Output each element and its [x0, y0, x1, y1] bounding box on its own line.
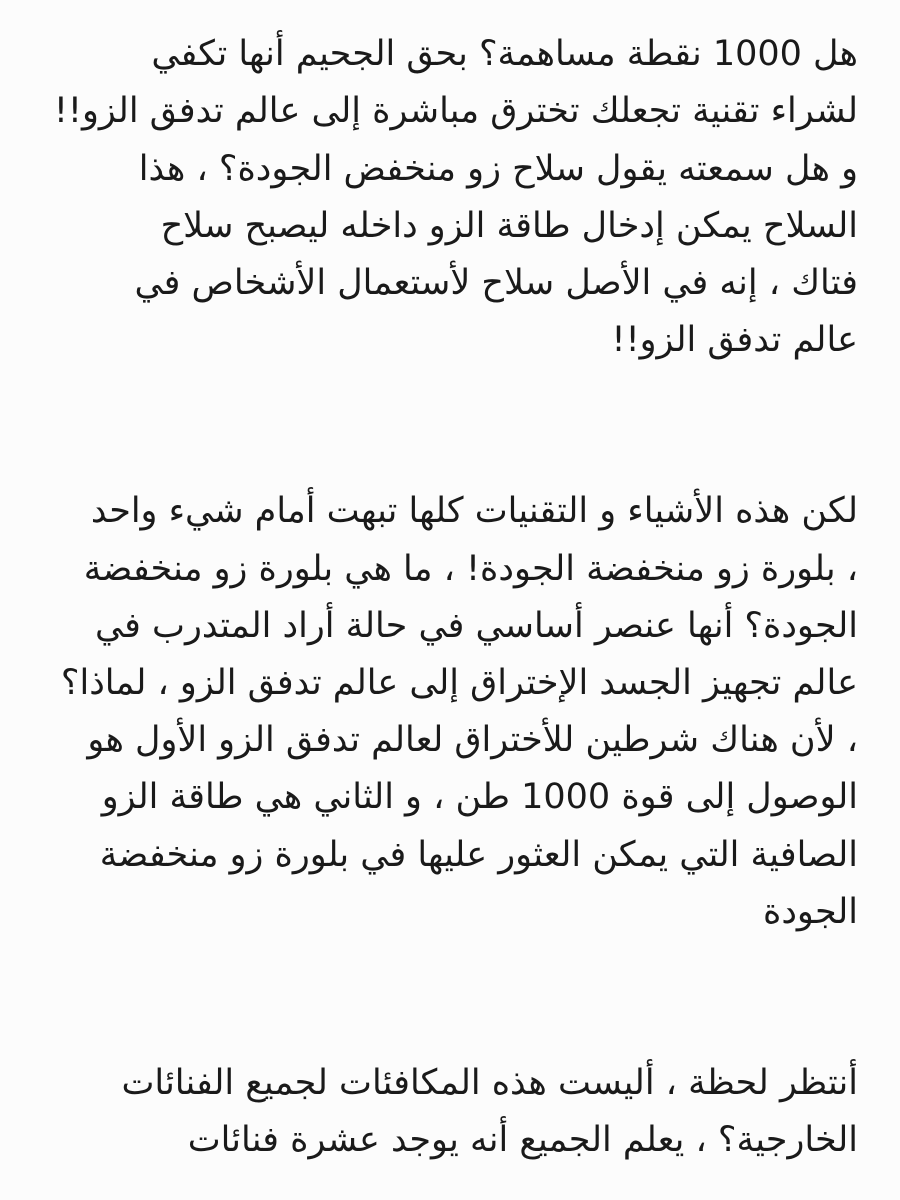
- paragraph-line: لكن هذه الأشياء و التقنيات كلها تبهت أمام شيء واحد: [90, 491, 858, 531]
- paragraph-line: الجودة؟ أنها عنصر أساسي في حالة أراد المتدرب في: [94, 606, 858, 646]
- paragraph-line: عالم تدفق الزو!!: [611, 320, 858, 360]
- paragraph-line: ، بلورة زو منخفضة الجودة! ، ما هي بلورة زو منخفضة: [83, 549, 858, 589]
- paragraph-line: الوصول إلى قوة 1000 طن ، و الثاني هي طاقة الزو: [101, 777, 858, 817]
- paragraph-line: هل 1000 نقطة مساهمة؟ بحق الجحيم أنها تكفي: [151, 34, 858, 74]
- paragraph-line: الصافية التي يمكن العثور عليها في بلورة زو منخفضة: [99, 835, 858, 875]
- paragraph-line: الخارجية؟ ، يعلم الجميع أنه يوجد عشرة فنائات: [187, 1120, 858, 1160]
- paragraph-line: السلاح يمكن إدخال طاقة الزو داخله ليصبح سلاح: [160, 206, 858, 246]
- paragraph-line: الجودة: [763, 892, 858, 932]
- paragraph-line: فتاك ، إنه في الأصل سلاح لأستعمال الأشخاص في: [134, 263, 858, 303]
- paragraph-line: و هل سمعته يقول سلاح زو منخفض الجودة؟ ، هذا: [138, 149, 858, 189]
- paragraph-line: ، لأن هناك شرطين للأختراق لعالم تدفق الزو الأول هو: [87, 720, 858, 760]
- paragraph-line: لشراء تقنية تجعلك تخترق مباشرة إلى عالم تدفق الزو!!: [53, 91, 858, 131]
- paragraph-line: أنتظر لحظة ، أليست هذه المكافئات لجميع الفنائات: [121, 1063, 858, 1103]
- paragraph-line: عالم تجهيز الجسد الإختراق إلى عالم تدفق الزو ، لماذا؟: [60, 663, 858, 703]
